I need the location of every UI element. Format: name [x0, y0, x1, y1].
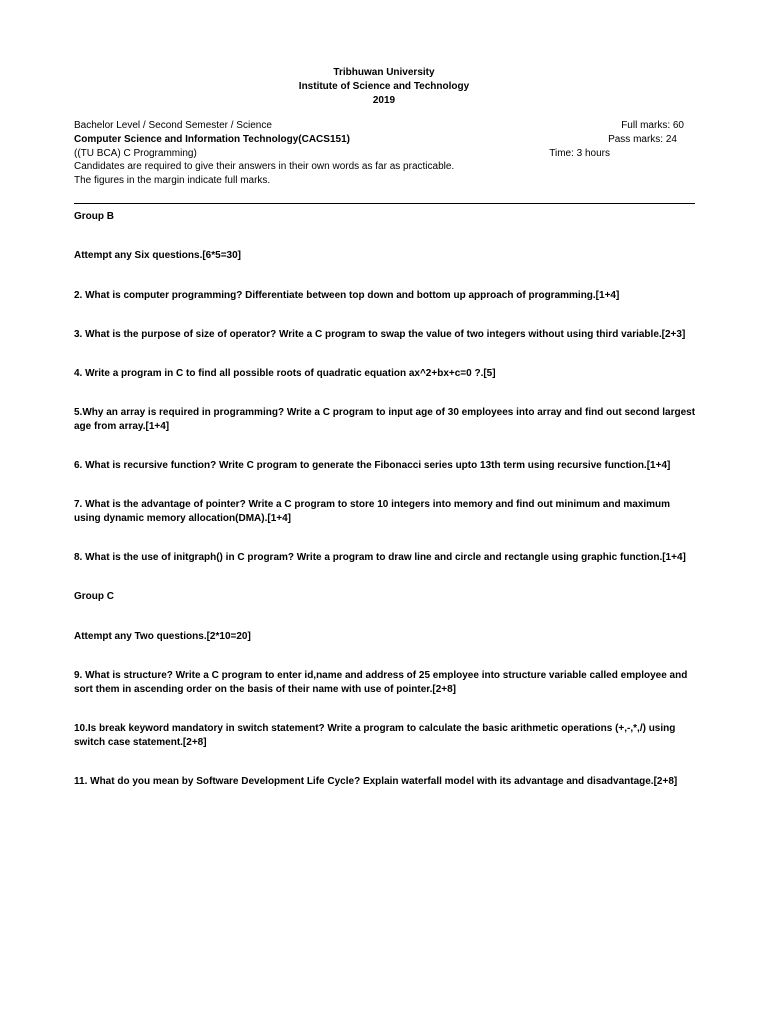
- question-11: 11. What do you mean by Software Development Life Cycle? Explain waterfall model with its advantage and disadvantage.[2+8]: [74, 776, 678, 787]
- header-divider: [74, 203, 695, 204]
- subject-name: ((TU BCA) C Programming): [74, 148, 197, 159]
- full-marks: Full marks: 60: [621, 120, 684, 131]
- question-8: 8. What is the use of initgraph() in C program? Write a program to draw line and circle and rectangle using graphic function.[1+4]: [74, 552, 686, 563]
- exam-year: 2019: [372, 95, 396, 106]
- question-4: 4. Write a program in C to find all possible roots of quadratic equation ax^2+bx+c=0 ?.[5]: [74, 368, 496, 379]
- question-6: 6. What is recursive function? Write C program to generate the Fibonacci series upto 13th term using recursive function.[1+4]: [74, 460, 671, 471]
- instruction-line-2: The figures in the margin indicate full marks.: [74, 175, 271, 186]
- instruction-line-1: Candidates are required to give their answers in their own words as far as practicable.: [74, 161, 455, 172]
- group-c-instruction: Attempt any Two questions.[2*10=20]: [74, 631, 251, 642]
- group-b-title: Group B: [74, 211, 114, 222]
- question-2: 2. What is computer programming? Differentiate between top down and bottom up approach of programming.[1+4]: [74, 290, 620, 301]
- group-b-instruction: Attempt any Six questions.[6*5=30]: [74, 250, 241, 261]
- institute-name: Institute of Science and Technology: [298, 81, 470, 92]
- university-name: Tribhuwan University: [333, 67, 435, 78]
- pass-marks: Pass marks: 24: [608, 134, 677, 145]
- question-9: 9. What is structure? Write a C program to enter id,name and address of 25 employee into structure variable called employee and sort them in ascending order on the basis of their name with use of pointer.[2+8]: [74, 670, 688, 695]
- question-5: 5.Why an array is required in programming? Write a C program to input age of 30 employees into array and find out second largest age from array.[1+4]: [74, 407, 696, 432]
- course-title: Computer Science and Information Technology(CACS151): [74, 134, 350, 145]
- exam-time: Time: 3 hours: [549, 148, 610, 159]
- group-c-title: Group C: [74, 591, 114, 602]
- question-7: 7. What is the advantage of pointer? Write a C program to store 10 integers into memory and find out minimum and maximum using dynamic memory allocation(DMA).[1+4]: [74, 499, 671, 524]
- level-semester: Bachelor Level / Second Semester / Science: [74, 120, 272, 131]
- question-3: 3. What is the purpose of size of operator? Write a C program to swap the value of two integers without using third variable.[2+3]: [74, 329, 686, 340]
- question-10: 10.Is break keyword mandatory in switch statement? Write a program to calculate the basic arithmetic operations (+,-,*,/) using switch case statement.[2+8]: [74, 723, 676, 748]
